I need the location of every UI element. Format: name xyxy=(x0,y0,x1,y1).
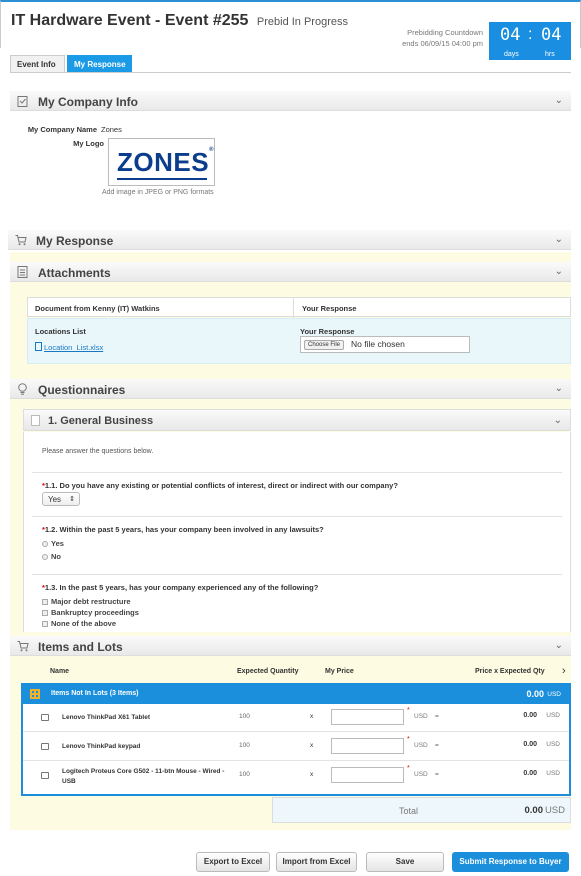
col-price-x-qty: Price x Expected Qty xyxy=(475,668,545,675)
file-upload-field[interactable] xyxy=(300,336,470,353)
countdown-separator: : xyxy=(528,26,533,43)
price-input[interactable] xyxy=(331,709,404,725)
clipboard-icon xyxy=(17,95,29,107)
zones-logo xyxy=(117,147,214,178)
cart-icon xyxy=(15,234,27,246)
lot-currency: USD xyxy=(547,691,561,698)
section-my-response[interactable] xyxy=(8,230,571,250)
item-row xyxy=(23,704,569,732)
event-title xyxy=(11,12,348,30)
section-title: Items and Lots xyxy=(38,640,123,654)
event-title-text: IT Hardware Event - Event #255 xyxy=(11,12,249,29)
cart-icon xyxy=(17,640,29,652)
questions-intro: Please answer the questions below. xyxy=(42,448,154,455)
question-number: 1.2. xyxy=(44,525,58,534)
questions-container xyxy=(23,432,571,632)
question-body: Within the past 5 years, has your company been involved in any lawsuits? xyxy=(59,525,324,534)
items-table-header xyxy=(21,662,571,682)
equals-sign: = xyxy=(435,713,439,720)
countdown-days: 04 xyxy=(500,25,521,45)
required-mark: * xyxy=(42,525,45,534)
column-divider xyxy=(293,298,294,318)
package-icon xyxy=(41,714,49,721)
company-name-row xyxy=(0,125,122,134)
option-label: No xyxy=(51,552,61,561)
document-icon xyxy=(31,415,40,426)
checkbox[interactable] xyxy=(42,610,48,616)
checkbox-option[interactable] xyxy=(42,597,131,606)
section-title: My Company Info xyxy=(38,95,139,109)
chevron-down-icon[interactable]: ⌄ xyxy=(554,234,563,245)
choose-file-button[interactable]: Choose File xyxy=(304,340,344,350)
select-arrows-icon: ⇕ xyxy=(69,496,75,503)
company-name-value: Zones xyxy=(101,125,122,134)
countdown-title: Prebidding Countdown xyxy=(407,28,483,37)
question-body: In the past 5 years, has your company experienced any of the following? xyxy=(59,583,319,592)
logo-hint: Add image in JPEG or PNG formats xyxy=(102,189,214,196)
grand-total xyxy=(272,797,571,823)
lot-title: Items Not In Lots (3 Items) xyxy=(51,690,139,697)
chevron-down-icon[interactable]: ⌄ xyxy=(554,383,563,394)
question-body: Do you have any existing or potential conflicts of interest, direct or indirect with our company? xyxy=(59,481,398,490)
file-icon xyxy=(35,342,42,351)
no-file-text: No file chosen xyxy=(351,339,405,349)
price-currency: USD xyxy=(414,771,428,778)
chevron-right-icon[interactable]: › xyxy=(562,665,566,677)
question-1-2 xyxy=(32,516,562,574)
item-row xyxy=(23,733,569,761)
group-general-business[interactable] xyxy=(23,409,571,431)
question-text xyxy=(42,583,318,592)
attachment-label: Locations List xyxy=(35,327,86,336)
logo-wordmark: ZONES xyxy=(117,147,210,177)
col-response: Your Response xyxy=(302,304,357,313)
required-mark: * xyxy=(407,765,410,772)
checkbox-option[interactable] xyxy=(42,608,139,617)
required-mark: * xyxy=(407,707,410,714)
package-icon xyxy=(41,772,49,779)
yes-no-select[interactable] xyxy=(42,492,80,506)
attachments-table-header xyxy=(27,297,571,317)
question-1-1 xyxy=(32,472,562,516)
col-document: Document from Kenny (IT) Watkins xyxy=(35,304,160,313)
required-mark: * xyxy=(407,736,410,743)
radio-option-yes[interactable] xyxy=(42,539,64,548)
item-total-currency: USD xyxy=(546,741,560,748)
option-label: None of the above xyxy=(51,619,117,628)
group-title: 1. General Business xyxy=(48,415,154,427)
section-questionnaires[interactable] xyxy=(10,379,571,399)
response-label: Your Response xyxy=(300,327,355,336)
option-label: Bankruptcy proceedings xyxy=(51,608,139,617)
section-title: Questionnaires xyxy=(38,383,126,397)
col-name: Name xyxy=(50,668,70,675)
required-mark: * xyxy=(42,481,45,490)
submit-response-button[interactable]: Submit Response to Buyer xyxy=(452,852,569,872)
import-from-excel-button[interactable]: Import from Excel xyxy=(276,852,357,872)
radio-option-no[interactable] xyxy=(42,552,61,561)
radio-button[interactable] xyxy=(42,554,48,560)
lot-header[interactable] xyxy=(23,685,569,704)
multiply-sign: x xyxy=(310,742,314,749)
multiply-sign: x xyxy=(310,713,314,720)
section-my-company-info[interactable] xyxy=(10,91,571,111)
lightbulb-icon xyxy=(17,383,29,395)
total-label: Total xyxy=(399,806,419,816)
attachment-doc-icon xyxy=(17,266,29,278)
countdown-label xyxy=(402,27,483,49)
company-name-label: My Company Name xyxy=(27,125,97,134)
radio-button[interactable] xyxy=(42,541,48,547)
item-name: Lenovo ThinkPad X61 Tablet xyxy=(62,714,151,721)
item-total: 0.00 xyxy=(523,770,537,777)
price-input[interactable] xyxy=(331,738,404,754)
equals-sign: = xyxy=(435,771,439,778)
multiply-sign: x xyxy=(310,771,314,778)
tab-my-response[interactable]: My Response xyxy=(67,55,132,72)
question-number: 1.3. xyxy=(44,583,58,592)
grid-icon xyxy=(30,689,40,699)
item-name: Lenovo ThinkPad keypad xyxy=(62,743,141,750)
checkbox[interactable] xyxy=(42,621,48,627)
item-qty: 100 xyxy=(239,742,250,749)
item-total: 0.00 xyxy=(523,741,537,748)
chevron-down-icon[interactable]: ⌄ xyxy=(554,95,563,106)
tab-divider xyxy=(10,72,571,73)
item-qty: 100 xyxy=(239,771,250,778)
lot-amount: 0.00 xyxy=(526,689,544,699)
countdown-hours-unit: hrs xyxy=(545,51,555,58)
item-row xyxy=(23,762,569,794)
checkbox[interactable] xyxy=(42,599,48,605)
countdown-days-unit: days xyxy=(504,51,519,58)
attachment-file-name: Location_List.xlsx xyxy=(44,343,104,352)
question-1-3 xyxy=(32,574,562,632)
col-expected-qty: Expected Quantity xyxy=(237,668,299,675)
attachment-row xyxy=(27,318,571,364)
item-name: Logitech Proteus Core G502 - 11-btn Mouse - Wired - USB xyxy=(62,768,225,785)
col-my-price: My Price xyxy=(325,668,354,675)
item-total-currency: USD xyxy=(546,770,560,777)
required-mark: * xyxy=(42,583,45,592)
tab-event-info[interactable]: Event Info xyxy=(10,55,65,72)
event-status: Prebid In Progress xyxy=(256,16,348,28)
item-total: 0.00 xyxy=(523,712,537,719)
select-value: Yes xyxy=(48,495,62,504)
chevron-down-icon[interactable]: ⌄ xyxy=(553,415,562,426)
section-title: My Response xyxy=(36,234,114,248)
save-button[interactable]: Save xyxy=(366,852,444,872)
price-currency: USD xyxy=(414,713,428,720)
company-logo-row xyxy=(0,139,108,148)
item-qty: 100 xyxy=(239,713,250,720)
chevron-down-icon[interactable]: ⌄ xyxy=(554,266,563,277)
item-total-currency: USD xyxy=(546,712,560,719)
section-attachments[interactable] xyxy=(10,262,571,282)
company-logo-label: My Logo xyxy=(73,139,104,148)
countdown-ends: ends 06/09/15 04:00 pm xyxy=(402,39,483,48)
checkbox-option[interactable] xyxy=(42,619,116,628)
equals-sign: = xyxy=(435,742,439,749)
attachment-file-link[interactable] xyxy=(35,342,103,352)
export-to-excel-button[interactable]: Export to Excel xyxy=(196,852,270,872)
countdown-timer xyxy=(489,22,571,60)
price-currency: USD xyxy=(414,742,428,749)
section-items-and-lots[interactable] xyxy=(10,636,571,656)
countdown-hours: 04 xyxy=(541,25,562,45)
package-icon xyxy=(41,743,49,750)
price-input[interactable] xyxy=(331,767,404,783)
question-text xyxy=(42,481,398,490)
question-number: 1.1. xyxy=(44,481,58,490)
lot-container xyxy=(21,683,571,796)
section-title: Attachments xyxy=(38,266,111,280)
logo-trademark: ® xyxy=(209,147,214,153)
logo-underline xyxy=(117,178,207,180)
option-label: Yes xyxy=(51,539,64,548)
option-label: Major debt restructure xyxy=(51,597,131,606)
question-text xyxy=(42,525,324,534)
total-value: 0.00 xyxy=(524,805,543,816)
total-currency: USD xyxy=(544,805,565,816)
company-logo-image[interactable] xyxy=(108,138,215,186)
chevron-down-icon[interactable]: ⌄ xyxy=(554,640,563,651)
